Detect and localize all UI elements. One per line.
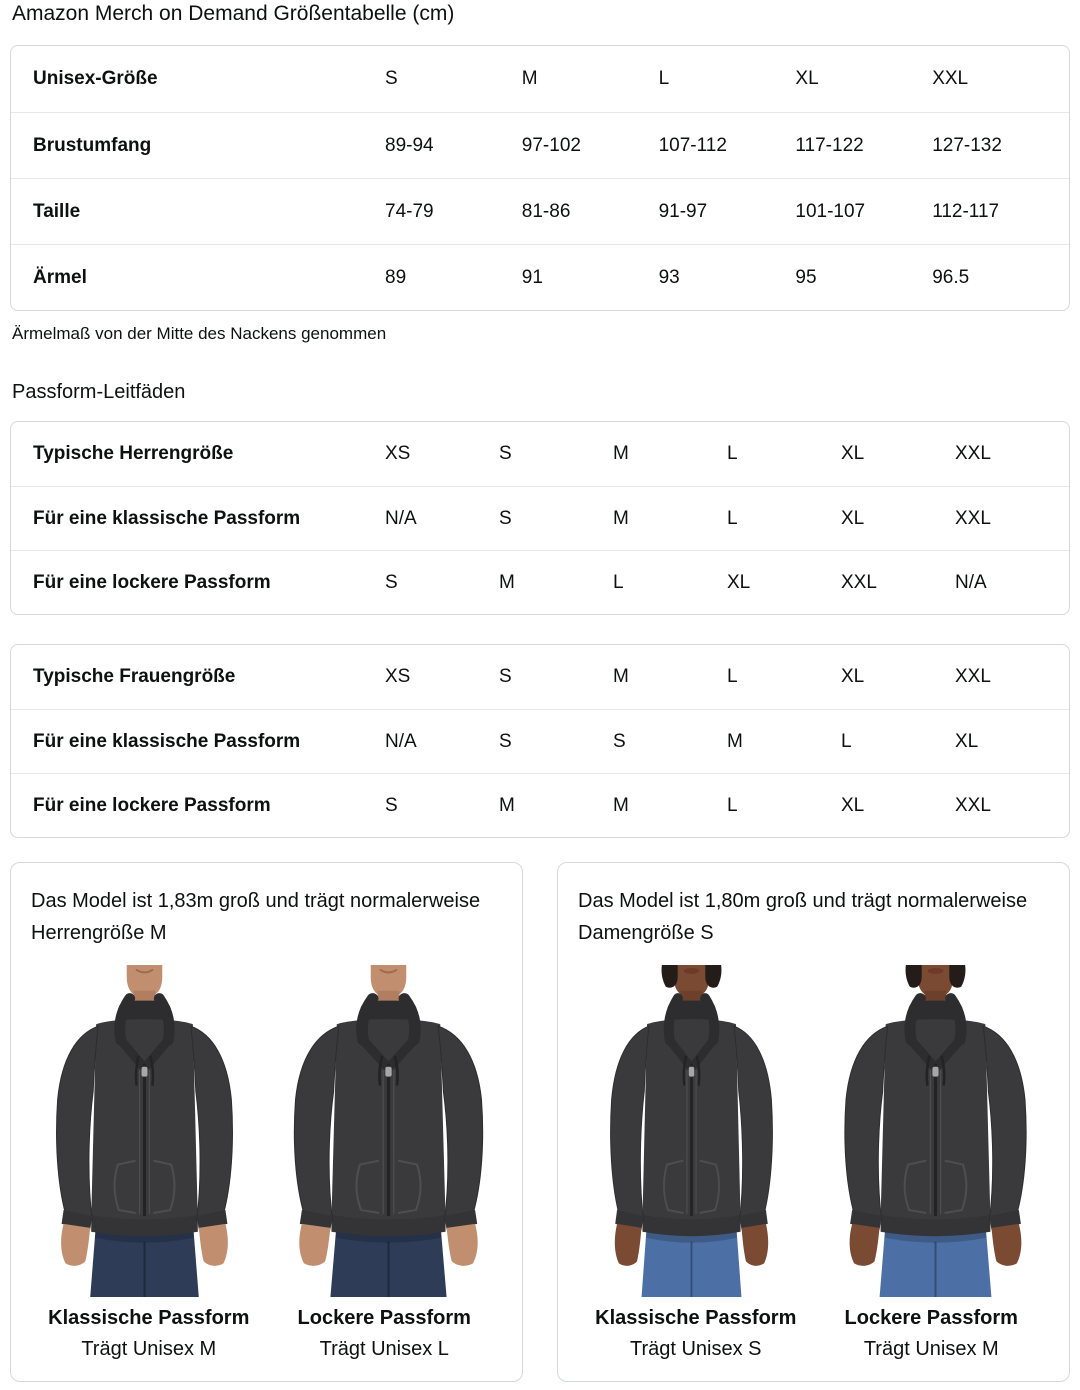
fit-caption: Lockere Passform xyxy=(297,1307,471,1329)
table-row-chest xyxy=(11,112,1069,178)
fit-cell: N/A xyxy=(955,571,987,593)
model-photos xyxy=(578,965,1049,1297)
size-cell: 81-86 xyxy=(521,200,571,222)
size-cell: 112-117 xyxy=(932,200,1000,222)
size-cell: XL xyxy=(795,68,819,89)
table-row-classic-fit xyxy=(11,486,1069,550)
row-label: Typische Herrengröße xyxy=(33,443,234,464)
size-cell: 91-97 xyxy=(658,200,708,222)
fit-cell: XL xyxy=(841,507,865,529)
fit-table-men xyxy=(10,421,1070,615)
fit-cell: XL xyxy=(727,571,751,593)
size-cell: 107-112 xyxy=(658,134,727,156)
model-photo-loose-fit xyxy=(822,965,1049,1297)
model-photo-classic-fit xyxy=(31,965,258,1297)
fit-cell: M xyxy=(613,507,629,529)
table-row-loose-fit xyxy=(11,773,1069,837)
size-cell: 74-79 xyxy=(385,200,434,222)
model-photo-loose-fit xyxy=(275,965,502,1297)
model-description: Das Model ist 1,80m groß und trägt normalerweise Damengröße S xyxy=(578,890,1028,944)
size-table xyxy=(10,45,1070,311)
size-cell: XXL xyxy=(932,68,969,89)
fit-cell: XS xyxy=(385,666,411,687)
fit-cell: XXL xyxy=(841,571,877,593)
size-cell: 95 xyxy=(795,266,817,288)
model-photo-classic-fit xyxy=(578,965,805,1297)
fit-cell: XS xyxy=(385,443,411,464)
size-cell: 97-102 xyxy=(521,134,581,156)
row-label: Ärmel xyxy=(33,266,87,288)
table-row-classic-fit xyxy=(11,709,1069,773)
fit-cell: M xyxy=(613,794,629,816)
fit-cell: XL xyxy=(841,794,865,816)
fit-cell: XXL xyxy=(955,666,991,687)
fit-guides-heading: Passform-Leitfäden xyxy=(12,381,186,403)
row-label: Taille xyxy=(33,200,81,222)
photo-captions xyxy=(31,1307,502,1361)
size-cell: 101-107 xyxy=(795,200,866,222)
photo-captions xyxy=(578,1307,1049,1361)
wears-caption: Trägt Unisex M xyxy=(863,1338,999,1360)
caption-classic xyxy=(31,1307,267,1361)
model-card-men xyxy=(10,862,523,1382)
model-cards xyxy=(10,862,1070,1382)
fit-cell: L xyxy=(841,730,852,752)
row-label: Für eine klassische Passform xyxy=(33,730,301,752)
size-cell: 91 xyxy=(521,266,543,288)
fit-cell: M xyxy=(613,443,629,464)
fit-cell: M xyxy=(727,730,743,752)
fit-cell: XL xyxy=(841,443,865,464)
fit-cell: XXL xyxy=(955,794,991,816)
fit-cell: XXL xyxy=(955,507,991,529)
caption-loose xyxy=(814,1307,1050,1361)
fit-cell: S xyxy=(499,666,512,687)
table-row-typical-womens-size xyxy=(11,645,1069,709)
row-label: Für eine klassische Passform xyxy=(33,507,301,529)
fit-cell: XXL xyxy=(955,443,991,464)
table-row-unisex-size xyxy=(11,46,1069,112)
fit-table-women xyxy=(10,644,1070,838)
table-row-typical-mens-size xyxy=(11,422,1069,486)
size-cell: L xyxy=(658,68,670,89)
size-cell: S xyxy=(385,68,398,89)
fit-cell: XL xyxy=(955,730,979,752)
fit-cell: N/A xyxy=(385,730,417,752)
row-label: Für eine lockere Passform xyxy=(33,794,271,816)
fit-cell: L xyxy=(727,507,738,529)
table-row-sleeve xyxy=(11,244,1069,310)
row-label: Typische Frauengröße xyxy=(33,666,236,687)
caption-classic xyxy=(578,1307,814,1361)
fit-caption: Klassische Passform xyxy=(595,1307,797,1329)
fit-cell: L xyxy=(727,794,738,816)
fit-cell: L xyxy=(727,443,738,464)
row-label: Brustumfang xyxy=(33,134,152,156)
wears-caption: Trägt Unisex M xyxy=(81,1338,217,1360)
size-cell: 89-94 xyxy=(385,134,434,156)
wears-caption: Trägt Unisex S xyxy=(629,1338,762,1360)
fit-cell: M xyxy=(499,571,515,593)
size-cell: 117-122 xyxy=(795,134,864,156)
fit-cell: N/A xyxy=(385,507,417,529)
caption-loose xyxy=(267,1307,503,1361)
fit-cell: S xyxy=(385,794,398,816)
wears-caption: Trägt Unisex L xyxy=(319,1338,449,1360)
size-cell: 96.5 xyxy=(932,266,970,288)
fit-cell: S xyxy=(499,507,512,529)
table-row-waist xyxy=(11,178,1069,244)
fit-cell: S xyxy=(499,730,512,752)
fit-cell: M xyxy=(499,794,515,816)
fit-cell: L xyxy=(727,666,738,687)
size-cell: M xyxy=(521,68,538,89)
model-card-women xyxy=(557,862,1070,1382)
row-label: Für eine lockere Passform xyxy=(33,571,271,593)
row-label: Unisex-Größe xyxy=(33,68,158,89)
fit-cell: XL xyxy=(841,666,865,687)
fit-cell: S xyxy=(499,443,512,464)
fit-caption: Klassische Passform xyxy=(48,1307,250,1329)
size-cell: 93 xyxy=(658,266,680,288)
size-cell: 127-132 xyxy=(932,134,1002,156)
fit-caption: Lockere Passform xyxy=(844,1307,1018,1329)
fit-cell: S xyxy=(385,571,398,593)
sleeve-measure-footnote: Ärmelmaß von der Mitte des Nackens genommen xyxy=(12,324,387,343)
page-title: Amazon Merch on Demand Größentabelle (cm) xyxy=(12,2,455,25)
fit-cell: S xyxy=(613,730,626,752)
fit-cell: M xyxy=(613,666,629,687)
model-photos xyxy=(31,965,502,1297)
fit-cell: L xyxy=(613,571,624,593)
size-cell: 89 xyxy=(385,266,407,288)
table-row-loose-fit xyxy=(11,550,1069,614)
model-description: Das Model ist 1,83m groß und trägt normalerweise Herrengröße M xyxy=(31,890,481,944)
